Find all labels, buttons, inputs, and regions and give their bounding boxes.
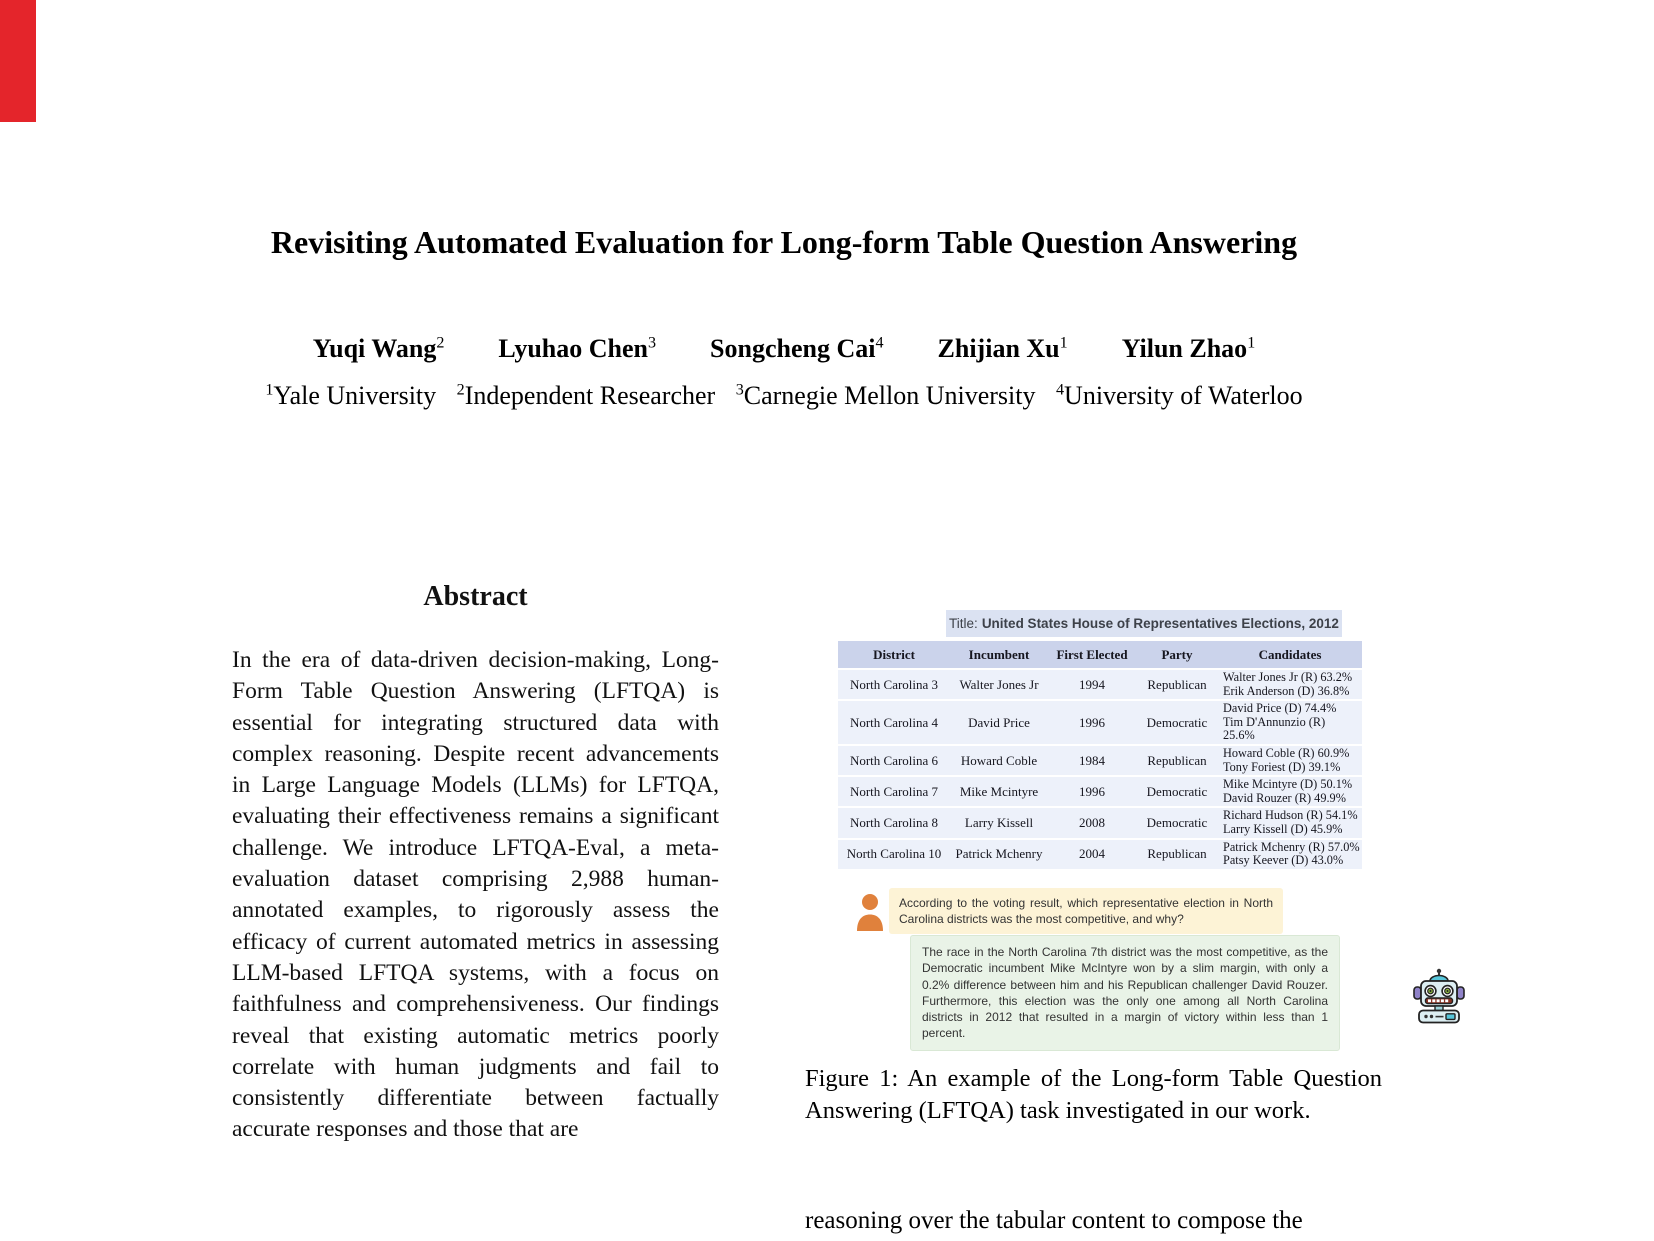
election-table xyxy=(838,641,1362,869)
abstract-heading: Abstract xyxy=(423,581,528,612)
author-superscript: 2 xyxy=(436,334,445,352)
question-bubble: According to the voting result, which representative election in North Carolina districts was the most competitive, and why? xyxy=(889,888,1283,934)
district-cell: North Carolina 3 xyxy=(849,676,939,692)
figure-1 xyxy=(805,575,1485,1045)
author-superscript: 1 xyxy=(1059,334,1068,352)
column-header: District xyxy=(873,646,915,662)
table-title-text: United States House of Representatives Elections, 2012 xyxy=(981,616,1339,631)
author-superscript: 3 xyxy=(647,334,657,352)
district-cell: North Carolina 10 xyxy=(846,846,942,862)
robot-icon xyxy=(1409,968,1469,1024)
column-header: Incumbent xyxy=(968,646,1030,662)
answer-bubble: The race in the North Carolina 7th district was the most competitive, as the Democratic incumbent Mike McIntyre won by a slim margin, with only a 0.2% difference between him and his Republican challenger David Rouzer. Furthermore, this election was the only one among all North Carolina districts in 2012 that resulted in a margin of victory within less than 1 percent. xyxy=(910,935,1340,1051)
affiliation: $^3$Carnegie Mellon University xyxy=(735,381,1036,410)
incumbent-cell: Larry Kissell xyxy=(964,814,1034,830)
party-cell: Republican xyxy=(1147,752,1207,768)
figure-caption: Figure 1: An example of the Long-form Table Question Answering (LFTQA) task investigated in our work. xyxy=(805,1065,1382,1124)
table-row xyxy=(838,838,1362,869)
author: Yuqi Wang$^2$ xyxy=(312,334,445,363)
affiliation: $^2$Independent Researcher xyxy=(456,381,716,410)
party-cell: Democratic xyxy=(1146,814,1208,830)
abstract-text: In the era of data-driven decision-making, Long-Form Table Question Answering (LFTQA) is essential for integrating structured data with complex reasoning. Despite recent advancements in Large Language Models (LLMs) for LFTQA, evaluating their effectiveness remains a significant challenge. We introduce LFTQA-Eval, a meta-evaluation dataset comprising 2,988 human-annotated examples, to rigorously assess the efficacy of current automated metrics in assessing LLM-based LFTQA systems, with a focus on faithfulness and comprehensiveness. Our findings reveal that existing automatic metrics poorly correlate with human judgments and fail to consistently differentiate between factually accurate responses and those that are xyxy=(232,647,719,1143)
first-elected-cell: 1984 xyxy=(1079,752,1105,768)
table-row xyxy=(838,699,1362,744)
table-title-label: Title: xyxy=(949,616,978,631)
column-header: Party xyxy=(1161,646,1193,662)
affiliation: $^4$University of Waterloo xyxy=(1055,381,1303,410)
incumbent-cell: Walter Jones Jr xyxy=(959,676,1039,692)
incumbent-cell: Howard Coble xyxy=(960,752,1038,768)
party-cell: Democratic xyxy=(1146,714,1208,730)
party-cell: Republican xyxy=(1147,676,1207,692)
candidates-cell: Patrick Mchenry (R) 57.0% Patsy Keever (D) 43.0% xyxy=(1223,839,1360,868)
table-row xyxy=(838,668,1362,699)
candidates-cell: David Price (D) 74.4% Tim D'Annunzio (R) 25.6% xyxy=(1223,701,1337,743)
author-superscript: 1 xyxy=(1247,334,1256,352)
table-row xyxy=(838,775,1362,806)
party-cell: Democratic xyxy=(1146,783,1208,799)
table-row xyxy=(838,806,1362,837)
author: Yilun Zhao$^1$ xyxy=(1121,334,1256,363)
author-superscript: 4 xyxy=(875,334,884,352)
author: Zhijian Xu$^1$ xyxy=(937,334,1068,363)
candidates-cell: Walter Jones Jr (R) 63.2% Erik Anderson (D) 36.8% xyxy=(1223,670,1353,698)
first-elected-cell: 1996 xyxy=(1079,783,1105,799)
party-cell: Republican xyxy=(1147,846,1207,862)
district-cell: North Carolina 7 xyxy=(849,783,939,799)
district-cell: North Carolina 4 xyxy=(849,714,939,730)
column-header: Candidates xyxy=(1258,646,1322,662)
first-elected-cell: 1996 xyxy=(1079,714,1105,730)
first-elected-cell: 2008 xyxy=(1079,814,1105,830)
candidates-cell: Richard Hudson (R) 54.1% Larry Kissell (D) 45.9% xyxy=(1223,808,1358,836)
table-header-row xyxy=(838,641,1362,668)
incumbent-cell: Patrick Mchenry xyxy=(955,846,1043,862)
affiliations-line xyxy=(114,381,1454,411)
incumbent-cell: David Price xyxy=(968,714,1030,730)
first-elected-cell: 2004 xyxy=(1079,846,1105,862)
table-row xyxy=(838,744,1362,775)
column-header: First Elected xyxy=(1056,646,1128,662)
red-banner xyxy=(0,0,36,122)
authors-line xyxy=(114,334,1454,364)
author: Lyuhao Chen$^3$ xyxy=(498,334,657,363)
district-cell: North Carolina 6 xyxy=(849,752,939,768)
page-title: Revisiting Automated Evaluation for Long-form Table Question Answering xyxy=(270,224,1298,261)
incumbent-cell: Mike Mcintyre xyxy=(959,783,1039,799)
candidates-cell: Howard Coble (R) 60.9% Tony Foriest (D) 39.1% xyxy=(1223,745,1350,774)
author: Songcheng Cai$^4$ xyxy=(710,334,884,363)
candidates-cell: Mike Mcintyre (D) 50.1% David Rouzer (R) 49.9% xyxy=(1223,777,1353,805)
district-cell: North Carolina 8 xyxy=(849,814,939,830)
first-elected-cell: 1994 xyxy=(1079,676,1105,692)
user-person-icon xyxy=(855,893,885,931)
table-title-bar xyxy=(946,610,1342,637)
body-text: reasoning over the tabular content to compose the xyxy=(805,1207,1303,1234)
affiliation: $^1$Yale University xyxy=(265,381,437,410)
